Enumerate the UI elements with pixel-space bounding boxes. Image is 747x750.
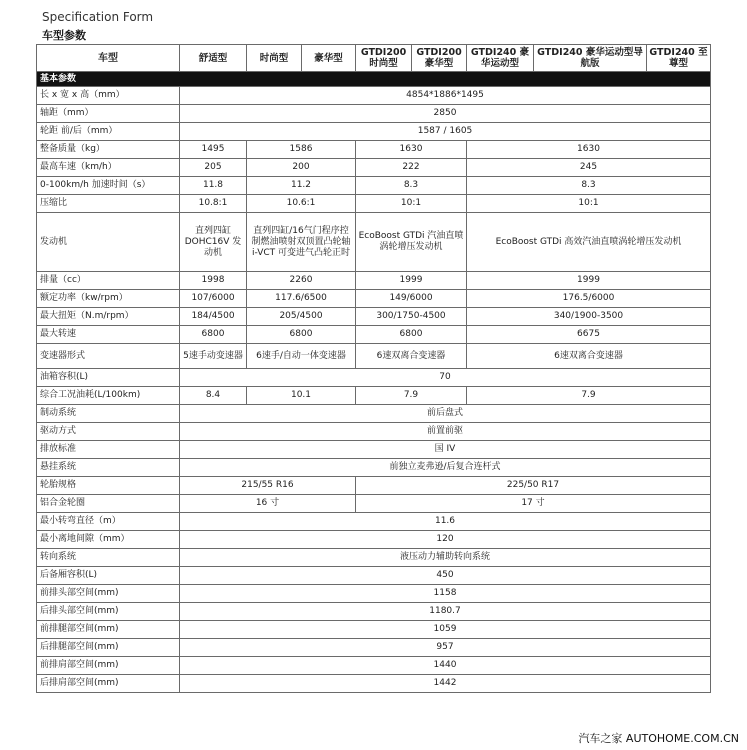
row-value: 200: [247, 159, 356, 177]
model-header: 时尚型: [247, 45, 302, 72]
row-value: 4854*1886*1495: [180, 87, 711, 105]
row-value: 6675: [467, 326, 711, 344]
row-value: 1180.7: [180, 603, 711, 621]
table-row: [37, 405, 711, 423]
section-row: [37, 72, 711, 87]
row-label: 转向系统: [37, 549, 180, 567]
row-label: 排量（cc）: [37, 272, 180, 290]
table-row: [37, 477, 711, 495]
table-row: [37, 675, 711, 693]
row-label: 综合工况油耗(L/100km): [37, 387, 180, 405]
row-label: 后排肩部空间(mm): [37, 675, 180, 693]
table-row: [37, 495, 711, 513]
table-row: [37, 159, 711, 177]
row-value: 245: [467, 159, 711, 177]
row-value: 1999: [467, 272, 711, 290]
row-label: 前排头部空间(mm): [37, 585, 180, 603]
row-value: 8.3: [356, 177, 467, 195]
row-label: 最小转弯直径（m）: [37, 513, 180, 531]
row-value: 70: [180, 369, 711, 387]
model-header: GTDI240 豪华运动型导航版: [534, 45, 647, 72]
row-value: 215/55 R16: [180, 477, 356, 495]
row-value: 8.4: [180, 387, 247, 405]
row-value: 1442: [180, 675, 711, 693]
row-label: 长 x 宽 x 高（mm）: [37, 87, 180, 105]
row-label: 排放标准: [37, 441, 180, 459]
row-label: 驱动方式: [37, 423, 180, 441]
row-label: 额定功率（kw/rpm）: [37, 290, 180, 308]
row-value: 1059: [180, 621, 711, 639]
row-label: 悬挂系统: [37, 459, 180, 477]
table-row: [37, 639, 711, 657]
table-row: [37, 105, 711, 123]
table-row: [37, 423, 711, 441]
row-value: 1158: [180, 585, 711, 603]
row-label: 轮距 前/后（mm）: [37, 123, 180, 141]
row-value: 前后盘式: [180, 405, 711, 423]
row-label: 前排腿部空间(mm): [37, 621, 180, 639]
row-value: 184/4500: [180, 308, 247, 326]
model-header: 豪华型: [302, 45, 356, 72]
row-label: 最大转速: [37, 326, 180, 344]
table-header-row: [37, 45, 711, 72]
row-value: 1495: [180, 141, 247, 159]
row-label: 0-100km/h 加速时间（s）: [37, 177, 180, 195]
row-value: 1999: [356, 272, 467, 290]
model-header: GTDI240 豪华运动型: [467, 45, 534, 72]
row-value: 10.1: [247, 387, 356, 405]
table-row: [37, 387, 711, 405]
row-label: 变速器形式: [37, 344, 180, 369]
table-row: [37, 567, 711, 585]
table-row: [37, 621, 711, 639]
row-label: 轮胎规格: [37, 477, 180, 495]
row-value: 直列四缸 DOHC16V 发动机: [180, 213, 247, 272]
page-title-chinese: 车型参数: [42, 29, 86, 42]
row-value: 6800: [356, 326, 467, 344]
row-value: 前独立麦弗逊/后复合连杆式: [180, 459, 711, 477]
row-value: 222: [356, 159, 467, 177]
row-label: 整备质量（kg）: [37, 141, 180, 159]
table-row: [37, 344, 711, 369]
table-row: [37, 657, 711, 675]
row-label: 制动系统: [37, 405, 180, 423]
row-value: 6速手/自动一体变速器: [247, 344, 356, 369]
row-value: 300/1750-4500: [356, 308, 467, 326]
row-value: 11.2: [247, 177, 356, 195]
watermark: 汽车之家 AUTOHOME.COM.CN: [578, 732, 739, 745]
row-label: 压缩比: [37, 195, 180, 213]
row-value: 11.8: [180, 177, 247, 195]
row-value: 前置前驱: [180, 423, 711, 441]
table-row: [37, 531, 711, 549]
row-value: 11.6: [180, 513, 711, 531]
row-value: 6800: [180, 326, 247, 344]
row-label: 发动机: [37, 213, 180, 272]
model-header: 舒适型: [180, 45, 247, 72]
row-label: 铝合金轮圈: [37, 495, 180, 513]
table-row: [37, 603, 711, 621]
row-value: 2850: [180, 105, 711, 123]
section-basic-label: 基本参数: [37, 72, 711, 87]
row-value: EcoBoost GTDi 汽油直喷涡轮增压发动机: [356, 213, 467, 272]
row-label: 轴距（mm）: [37, 105, 180, 123]
row-value: 5速手动变速器: [180, 344, 247, 369]
row-value: 340/1900-3500: [467, 308, 711, 326]
row-value: 1630: [467, 141, 711, 159]
row-value: 8.3: [467, 177, 711, 195]
row-value: EcoBoost GTDi 高效汽油直喷涡轮增压发动机: [467, 213, 711, 272]
table-row: [37, 272, 711, 290]
row-value: 1630: [356, 141, 467, 159]
model-header: GTDI240 至尊型: [647, 45, 711, 72]
row-value: 10.8:1: [180, 195, 247, 213]
row-value: 6速双离合变速器: [467, 344, 711, 369]
row-value: 6速双离合变速器: [356, 344, 467, 369]
table-row: [37, 326, 711, 344]
row-value: 液压动力辅助转向系统: [180, 549, 711, 567]
row-label: 最高车速（km/h）: [37, 159, 180, 177]
row-label: 油箱容积(L): [37, 369, 180, 387]
row-value: 16 寸: [180, 495, 356, 513]
row-value: 10:1: [356, 195, 467, 213]
row-value: 10.6:1: [247, 195, 356, 213]
table-row: [37, 290, 711, 308]
row-value: 2260: [247, 272, 356, 290]
spec-table: [36, 44, 711, 693]
table-row: [37, 585, 711, 603]
row-label: 后排头部空间(mm): [37, 603, 180, 621]
row-value: 1586: [247, 141, 356, 159]
row-label: 后排腿部空间(mm): [37, 639, 180, 657]
model-header: GTDI200 豪华型: [412, 45, 467, 72]
row-label: 最大扭矩（N.m/rpm）: [37, 308, 180, 326]
page-title-english: Specification Form: [42, 10, 154, 24]
table-row: [37, 513, 711, 531]
table-row: [37, 308, 711, 326]
table-row: [37, 87, 711, 105]
row-value: 205: [180, 159, 247, 177]
table-row: [37, 123, 711, 141]
table-row: [37, 213, 711, 272]
row-value: 120: [180, 531, 711, 549]
table-row: [37, 459, 711, 477]
table-row: [37, 141, 711, 159]
row-value: 117.6/6500: [247, 290, 356, 308]
row-value: 225/50 R17: [356, 477, 711, 495]
row-value: 1440: [180, 657, 711, 675]
row-value: 149/6000: [356, 290, 467, 308]
row-value: 7.9: [467, 387, 711, 405]
row-label: 后备厢容积(L): [37, 567, 180, 585]
row-label: 前排肩部空间(mm): [37, 657, 180, 675]
models-header: 车型: [37, 45, 180, 72]
row-value: 直列四缸/16气门程序控制燃油喷射双顶置凸轮轴 i-VCT 可变进气凸轮正时: [247, 213, 356, 272]
row-label: 最小离地间隙（mm）: [37, 531, 180, 549]
row-value: 17 寸: [356, 495, 711, 513]
row-value: 1998: [180, 272, 247, 290]
row-value: 176.5/6000: [467, 290, 711, 308]
table-row: [37, 441, 711, 459]
row-value: 205/4500: [247, 308, 356, 326]
row-value: 7.9: [356, 387, 467, 405]
table-row: [37, 195, 711, 213]
table-row: [37, 369, 711, 387]
row-value: 957: [180, 639, 711, 657]
table-row: [37, 549, 711, 567]
row-value: 1587 / 1605: [180, 123, 711, 141]
row-value: 6800: [247, 326, 356, 344]
row-value: 450: [180, 567, 711, 585]
row-value: 国 IV: [180, 441, 711, 459]
table-row: [37, 177, 711, 195]
model-header: GTDI200 时尚型: [356, 45, 412, 72]
row-value: 107/6000: [180, 290, 247, 308]
row-value: 10:1: [467, 195, 711, 213]
